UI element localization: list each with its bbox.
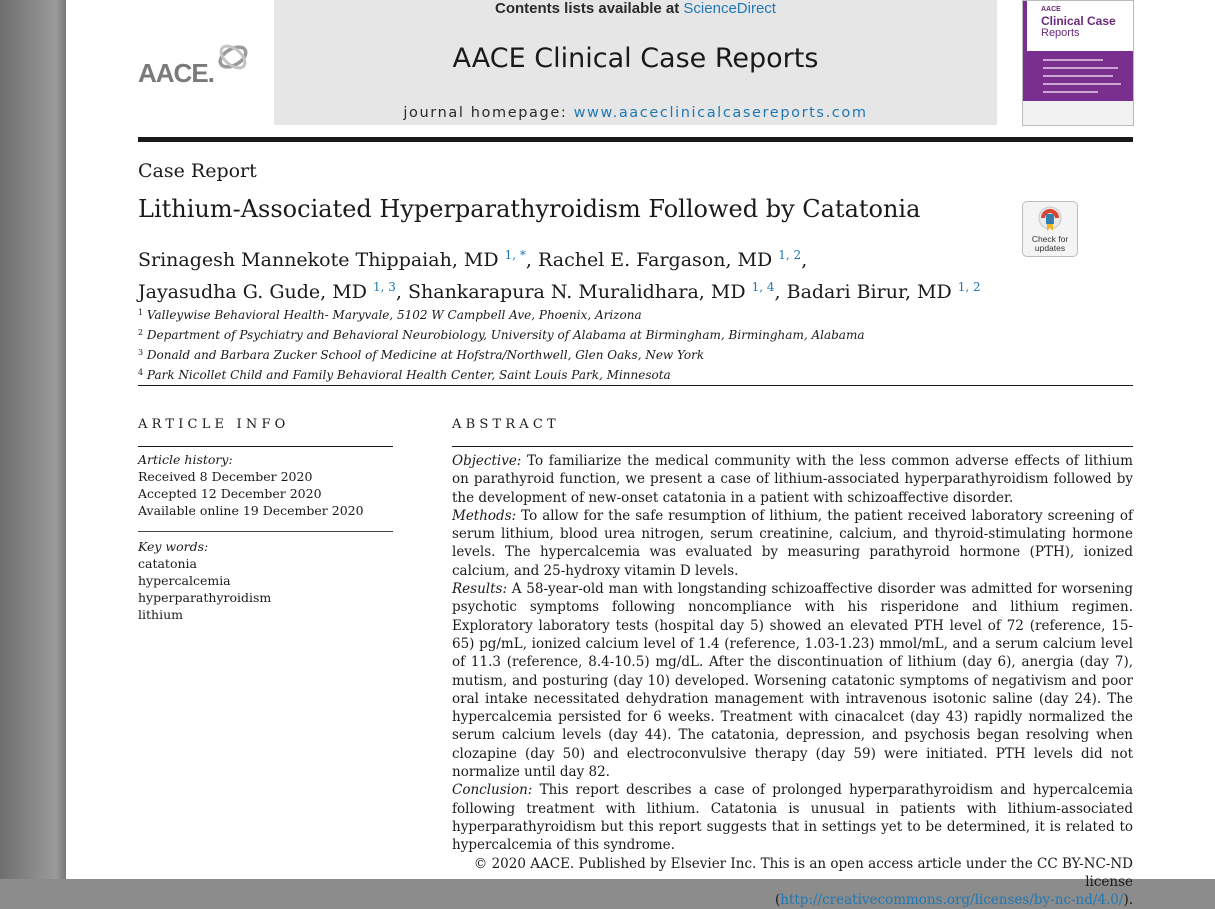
received-date: Received 8 December 2020 (138, 469, 313, 484)
author-affil-ref[interactable]: 1, * (504, 248, 526, 262)
author-line-1: Srinagesh Mannekote Thippaiah, MD $^{1, *}$, Rachel E. Fargason, MD $^{1, 2}$, (138, 248, 808, 271)
author-name: Srinagesh Mannekote Thippaiah, MD (138, 249, 499, 271)
abstract-conclusion: Conclusion: This report describes a case of prolonged hyperparathyroidism and hypercalcemia following treatment with lithium. Catatonia is unusual in patients with lithium-associated hyperparathyroidism but this report suggests that in settings yet to be determined, it is related to hypercalcemia of this syndrome. (452, 782, 1133, 854)
cover-text-line (1043, 59, 1103, 61)
affiliation-rule (138, 385, 1133, 386)
affiliation-list (138, 304, 864, 384)
article-type: Case Report (138, 160, 257, 182)
abstract-results: Results: A 58-year-old man with longstanding schizoaffective disorder was admitted for worsening psychotic symptoms following noncompliance with his risperidone and lithium regimen. Exploratory laboratory tests (hospital day 5) showed an elevated PTH level of 72 (reference, 15-65) pg/mL, ionized calcium level of 1.4 (reference, 1.03-1.23) mmol/mL, and a serum calcium level of 11.3 (reference, 8.4-10.5) mg/dL. After the discontinuation of lithium (day 6), anergia (day 7), mutism, and posturing (day 10) developed. Worsening catatonic symptoms of negativism and poor oral intake necessitated dehydration management with intravenous isotonic saline (day 24). The hypercalcemia persisted for 6 weeks. Treatment with cinacalcet (day 43) rapidly normalized the serum calcium levels (day 44). The catatonia, depression, and psychosis began resolving when clozapine (day 50) and electroconvulsive therapy (day 59) were initiated. PTH levels did not normalize until day 82. (452, 581, 1133, 781)
affiliation-item: $^3$ Donald and Barbara Zucker School of Medicine at Hofstra/Northwell, Glen Oaks, New York (138, 348, 705, 362)
sciencedirect-link[interactable]: ScienceDirect (683, 0, 776, 17)
keyword-item: lithium (138, 607, 183, 622)
keywords (138, 538, 271, 623)
journal-homepage: journal homepage: www.aaceclinicalcasereports.com (403, 105, 868, 121)
author-affil-ref[interactable]: 1, 2 (778, 248, 802, 262)
article-info-rule (138, 446, 393, 447)
journal-title: AACE Clinical Case Reports (452, 43, 819, 74)
abstract-objective: Objective: To familiarize the medical community with the less common adverse effects of lithium on parathyroid function, we present a case of lithium-associated hyperparathyroidism followed by the development of new-onset catatonia in a patient with schizoaffective disorder. (452, 453, 1133, 506)
article-title: Lithium-Associated Hyperparathyroidism Followed by Catatonia (138, 195, 921, 223)
affiliation-item: $^1$ Valleywise Behavioral Health- Maryvale, 5102 W Campbell Ave, Phoenix, Arizona (138, 308, 642, 322)
header-rule (138, 137, 1133, 142)
cover-text-line (1043, 75, 1113, 77)
check-for-updates-button[interactable] (1022, 201, 1078, 257)
cover-contents-panel (1023, 51, 1133, 101)
keyword-item: catatonia (138, 556, 197, 571)
check-updates-line1: Check for (1031, 234, 1069, 244)
cover-text-line (1043, 83, 1121, 85)
abstract-heading: ABSTRACT (452, 417, 560, 432)
aace-swirl-icon (216, 40, 250, 74)
cover-footer (1023, 101, 1133, 125)
cover-aace: AACE (1041, 6, 1061, 13)
affiliation-item: $^2$ Department of Psychiatry and Behavioral Neurobiology, University of Alabama at Birmingham, Birmingham, Alabama (138, 328, 865, 342)
contents-line: Contents lists available at ScienceDirect (495, 0, 776, 17)
cover-title: Clinical Case (1041, 14, 1116, 28)
abstract-rule (452, 446, 1133, 447)
author-name: Badari Birur, MD (786, 281, 952, 303)
author-affil-ref[interactable]: 1, 2 (957, 280, 981, 294)
keywords-label: Key words: (138, 539, 209, 554)
affiliation-item: $^4$ Park Nicollet Child and Family Behavioral Health Center, Saint Louis Park, Minnesota (138, 368, 671, 382)
abstract-methods: Methods: To allow for the safe resumption of lithium, the patient received laboratory screening of serum lithium, blood urea nitrogen, serum creatinine, calcium, and thyroid-stimulating hormone levels. The hypercalcemia was evaluated by measuring parathyroid hormone (PTH), ionized calcium, and 25-hydroxy vitamin D levels. (452, 507, 1133, 579)
abstract-body (452, 452, 1133, 909)
cover-text-line (1043, 91, 1098, 93)
author-affil-ref[interactable]: 1, 4 (751, 280, 775, 294)
license-line: (http://creativecommons.org/licenses/by-nc-nd/4.0/). (774, 892, 1133, 909)
check-updates-line2: updates (1034, 243, 1066, 253)
available-date: Available online 19 December 2020 (138, 503, 364, 518)
author-name: Shankarapura N. Muralidhara, MD (407, 281, 746, 303)
author-affil-ref[interactable]: 1, 3 (372, 280, 396, 294)
author-line-2: Jayasudha G. Gude, MD $^{1, 3}$, Shankarapura N. Muralidhara, MD $^{1, 4}$, Badari Birur, MD $^{1, 2}$ (138, 280, 981, 303)
pdf-page (66, 0, 1215, 909)
cover-text-line (1043, 67, 1118, 69)
history-label: Article history: (138, 452, 233, 467)
copyright-notice: © 2020 AACE. Published by Elsevier Inc. This is an open access article under the CC BY-NC-ND license (473, 855, 1133, 890)
article-history (138, 451, 364, 519)
journal-cover-thumbnail (1022, 0, 1134, 126)
keyword-item: hyperparathyroidism (138, 590, 272, 605)
cover-subtitle: Reports (1041, 27, 1080, 39)
article-info-heading: ARTICLE INFO (138, 417, 290, 432)
aace-wordmark: AACE. (138, 58, 214, 88)
author-name: Rachel E. Fargason, MD (538, 249, 773, 271)
author-name: Jayasudha G. Gude, MD (138, 281, 367, 303)
viewer-background (0, 0, 66, 879)
accepted-date: Accepted 12 December 2020 (138, 486, 322, 501)
aace-logo (138, 40, 250, 90)
license-link[interactable]: http://creativecommons.org/licenses/by-nc-nd/4.0/ (780, 892, 1124, 909)
crossmark-icon (1037, 206, 1063, 234)
keyword-item: hypercalcemia (138, 573, 231, 588)
homepage-link[interactable]: www.aaceclinicalcasereports.com (573, 105, 868, 121)
keywords-rule (138, 531, 393, 532)
journal-banner (274, 0, 997, 125)
author-list (138, 242, 981, 306)
